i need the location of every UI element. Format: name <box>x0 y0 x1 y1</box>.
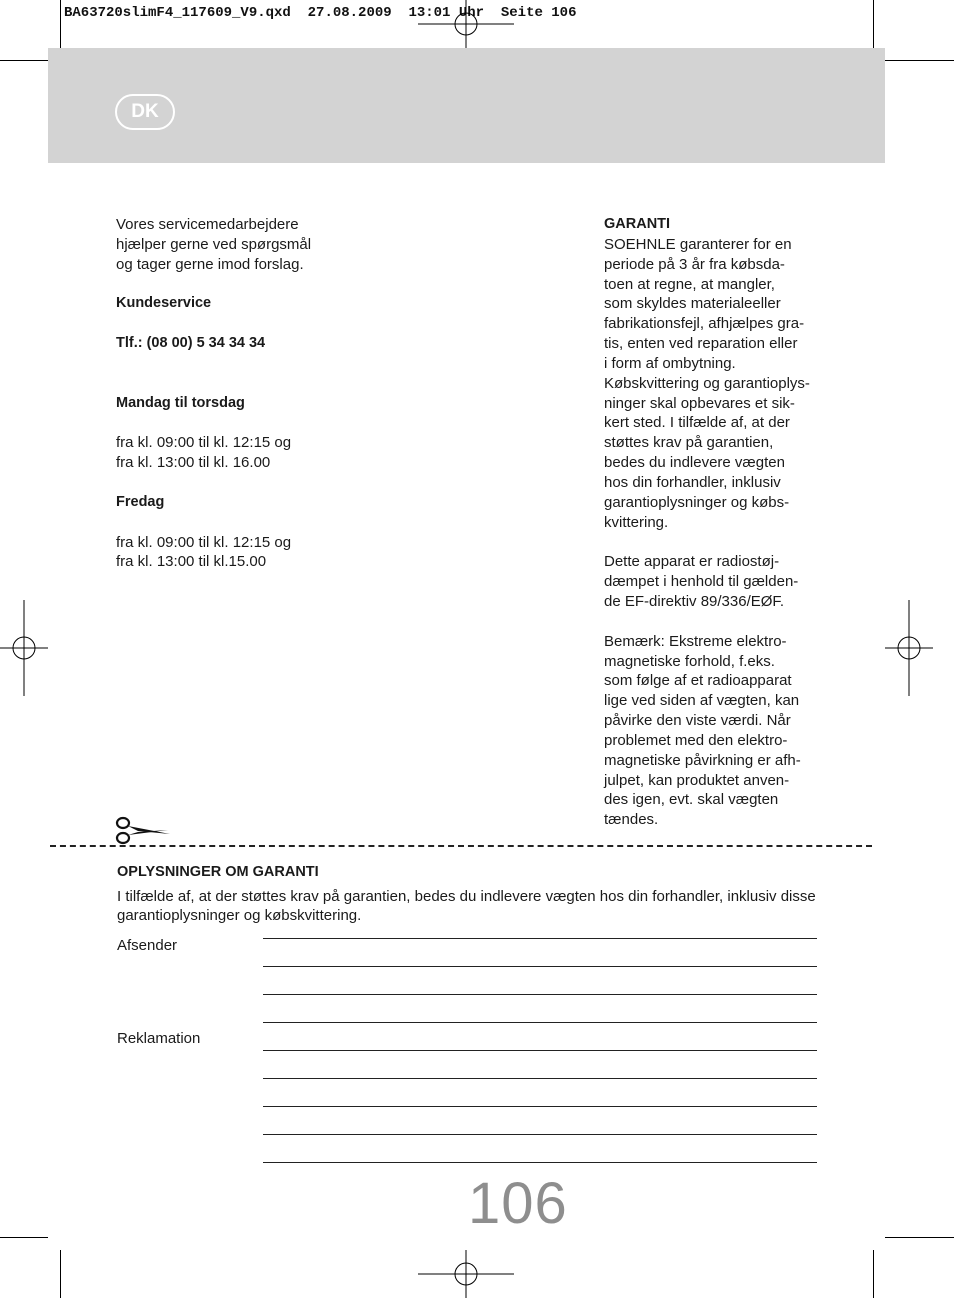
text-line: dæmpet i henhold til gælden- <box>604 573 799 591</box>
crop-mark <box>885 1237 954 1238</box>
intro-line: og tager gerne imod forslag. <box>116 255 304 273</box>
form-title: OPLYSNINGER OM GARANTI <box>117 864 319 880</box>
crosshair-icon <box>885 600 933 696</box>
hours-line: fra kl. 09:00 til kl. 12:15 og <box>116 533 292 551</box>
text-line: de EF-direktiv 89/336/EØF. <box>604 593 785 611</box>
sender-line[interactable] <box>263 938 817 939</box>
complaint-line[interactable] <box>263 1078 817 1079</box>
page-number: 106 <box>468 1171 568 1236</box>
cut-line <box>50 845 872 847</box>
print-header: BA63720slimF4_117609_V9.qxd 27.08.2009 13:01 Uhr Seite 106 <box>64 5 577 21</box>
crosshair-icon <box>418 1250 514 1298</box>
complaint-line[interactable] <box>263 1162 817 1163</box>
intro-line: Vores servicemedarbejdere <box>116 216 299 233</box>
crosshair-icon <box>418 0 514 48</box>
text-line: lige ved siden af vægten, kan <box>604 692 800 710</box>
note-paragraph <box>604 632 844 830</box>
text-line: kert sted. I tilfælde af, at der <box>604 414 790 432</box>
text-line: julpet, kan produktet anven- <box>604 771 790 789</box>
warranty-heading: GARANTI <box>604 216 671 232</box>
friday-heading: Fredag <box>116 493 165 510</box>
sender-line[interactable] <box>263 1022 817 1023</box>
complaint-line[interactable] <box>263 1050 817 1051</box>
crop-mark <box>0 60 48 61</box>
crop-mark <box>873 1250 874 1298</box>
phone-number: Tlf.: (08 00) 5 34 34 34 <box>116 335 266 352</box>
crosshair-icon <box>0 600 48 696</box>
text-line: periode på 3 år fra købsda- <box>604 255 785 273</box>
sender-label: Afsender <box>117 937 178 954</box>
sender-line[interactable] <box>263 994 817 995</box>
hours-line: fra kl. 13:00 til kl. 16.00 <box>116 454 271 472</box>
text-line: tændes. <box>604 811 659 829</box>
crop-mark <box>885 60 954 61</box>
text-line: kvittering. <box>604 513 669 531</box>
crop-mark <box>873 0 874 48</box>
interference-paragraph <box>604 552 844 612</box>
text-line: garantioplysninger og købs- <box>604 493 790 511</box>
text-line: påvirke den viste værdi. Når <box>604 712 791 730</box>
complaint-line[interactable] <box>263 1134 817 1135</box>
crop-mark <box>60 1250 61 1298</box>
hours-line: fra kl. 09:00 til kl. 12:15 og <box>116 434 292 452</box>
text-line: tis, enten ved reparation eller <box>604 335 798 353</box>
text-line: ninger skal opbevares et sik- <box>604 394 795 412</box>
text-line: des igen, evt. skal vægten <box>604 791 779 809</box>
left-column <box>116 215 446 572</box>
scissors-icon <box>114 814 174 846</box>
text-line: problemet med den elektro- <box>604 731 788 749</box>
text-line: toen at regne, at mangler, <box>604 275 775 293</box>
text-line: som skyldes materialeeller <box>604 295 781 313</box>
text-line: fabrikationsfejl, afhjælpes gra- <box>604 315 805 333</box>
text-line: magnetiske forhold, f.eks. <box>604 652 775 670</box>
text-line: støttes krav på garantien, <box>604 434 774 452</box>
complaint-line[interactable] <box>263 1106 817 1107</box>
complaint-label: Reklamation <box>117 1030 201 1047</box>
service-heading: Kundeservice <box>116 295 212 312</box>
weekday-heading: Mandag til torsdag <box>116 394 245 411</box>
text-line: hos din forhandler, inklusiv <box>604 473 781 491</box>
form-instructions: I tilfælde af, at der støttes krav på garantien, bedes du indlevere vægten hos din forhandler, inklusiv disse garantioplysninger og købskvittering. <box>117 888 816 924</box>
text-line: Bemærk: Ekstreme elektro- <box>604 632 787 650</box>
text-line: som følge af et radioapparat <box>604 672 792 690</box>
text-line: SOEHNLE garanterer for en <box>604 235 792 253</box>
text-line: magnetiske påvirkning er afh- <box>604 751 801 769</box>
hours-line: fra kl. 13:00 til kl.15.00 <box>116 553 267 571</box>
crop-mark <box>60 0 61 48</box>
right-column <box>604 215 844 830</box>
text-line: Købskvittering og garantioplys- <box>604 374 810 392</box>
intro-line: hjælper gerne ved spørgsmål <box>116 235 312 253</box>
text-line: Dette apparat er radiostøj- <box>604 553 780 571</box>
sender-line[interactable] <box>263 966 817 967</box>
crop-mark <box>0 1237 48 1238</box>
warranty-paragraph <box>604 235 844 533</box>
text-line: bedes du indlevere vægten <box>604 454 785 472</box>
language-badge: DK <box>115 94 175 130</box>
text-line: i form af ombytning. <box>604 354 736 372</box>
